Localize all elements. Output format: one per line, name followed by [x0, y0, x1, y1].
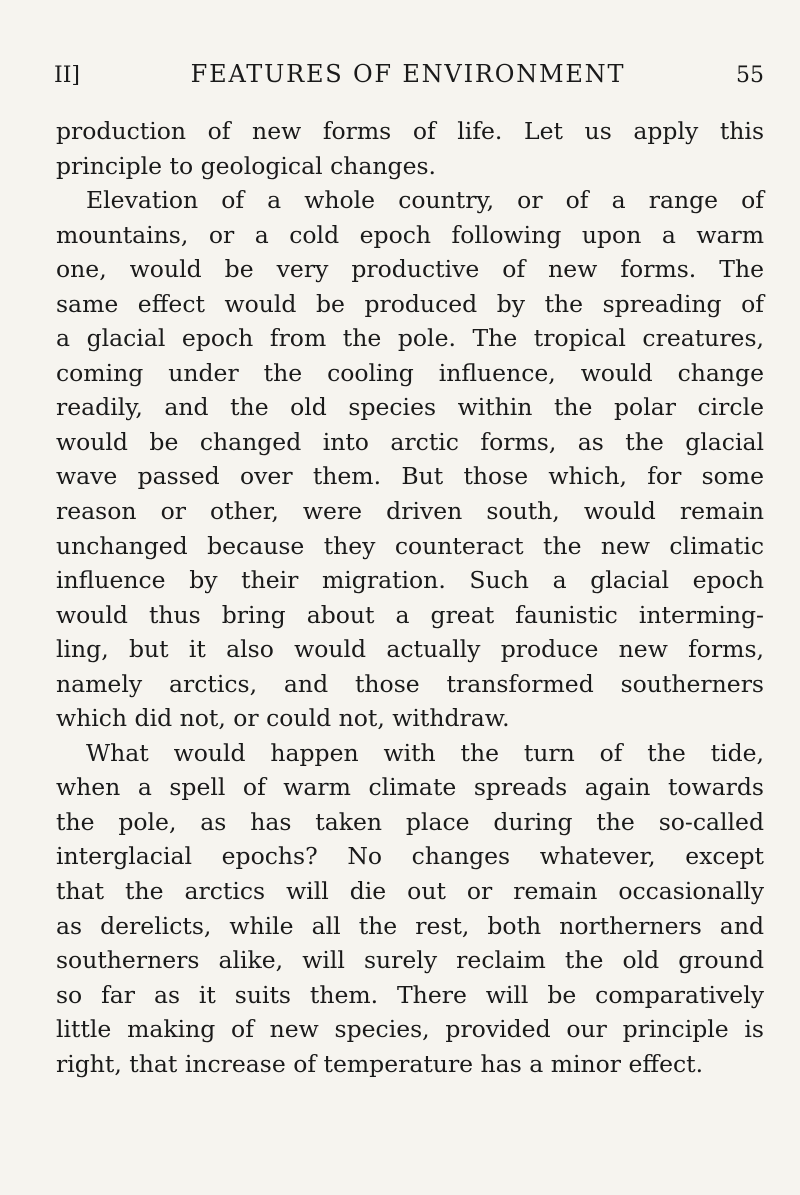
text-line: ling, but it also would actually produce new forms, — [56, 635, 764, 664]
text-line: as derelicts, while all the rest, both northerners and — [56, 911, 764, 940]
text-line: same effect would be produced by the spreading of — [56, 289, 764, 318]
text-line: little making of new species, provided our principle is — [56, 1015, 764, 1044]
text-line: that the arctics will die out or remain occasionally — [56, 877, 764, 906]
text-line: influence by their migration. Such a glacial epoch — [56, 566, 764, 595]
text-line: the pole, as has taken place during the so-called — [56, 807, 764, 836]
text-line: principle to geological changes. — [56, 151, 437, 180]
text-line: so far as it suits them. There will be comparatively — [56, 980, 764, 1009]
text-line: would thus bring about a great faunistic interming- — [56, 600, 764, 629]
running-header — [54, 60, 764, 100]
text-line: would be changed into arctic forms, as the glacial — [56, 427, 764, 456]
text-line: interglacial epochs? No changes whatever, except — [56, 842, 764, 871]
body-text — [56, 114, 764, 1081]
text-line: production of new forms of life. Let us apply this — [56, 117, 764, 145]
page-number: 55 — [736, 63, 764, 88]
text-line: namely arctics, and those transformed southerners — [56, 669, 764, 698]
text-line: coming under the cooling influence, would change — [56, 358, 764, 387]
text-line: when a spell of warm climate spreads again towards — [56, 773, 764, 802]
running-title: FEATURES OF ENVIRONMENT — [190, 60, 626, 88]
text-line: reason or other, were driven south, would remain — [56, 497, 764, 526]
text-line: mountains, or a cold epoch following upon a warm — [56, 220, 764, 249]
text-line: southerners alike, will surely reclaim the old ground — [56, 946, 764, 975]
text-line: which did not, or could not, withdraw. — [56, 704, 510, 733]
text-line: wave passed over them. But those which, for some — [56, 462, 764, 491]
text-line: Elevation of a whole country, or of a range of — [86, 186, 764, 215]
text-line: a glacial epoch from the pole. The tropical creatures, — [56, 324, 764, 353]
text-line: unchanged because they counteract the new climatic — [56, 531, 764, 560]
text-line: one, would be very productive of new forms. The — [56, 255, 764, 284]
text-line: right, that increase of temperature has a minor effect. — [56, 1049, 704, 1078]
text-line: What would happen with the turn of the tide, — [86, 738, 764, 767]
chapter-number: II] — [54, 63, 80, 88]
text-line: readily, and the old species within the polar circle — [56, 393, 764, 422]
